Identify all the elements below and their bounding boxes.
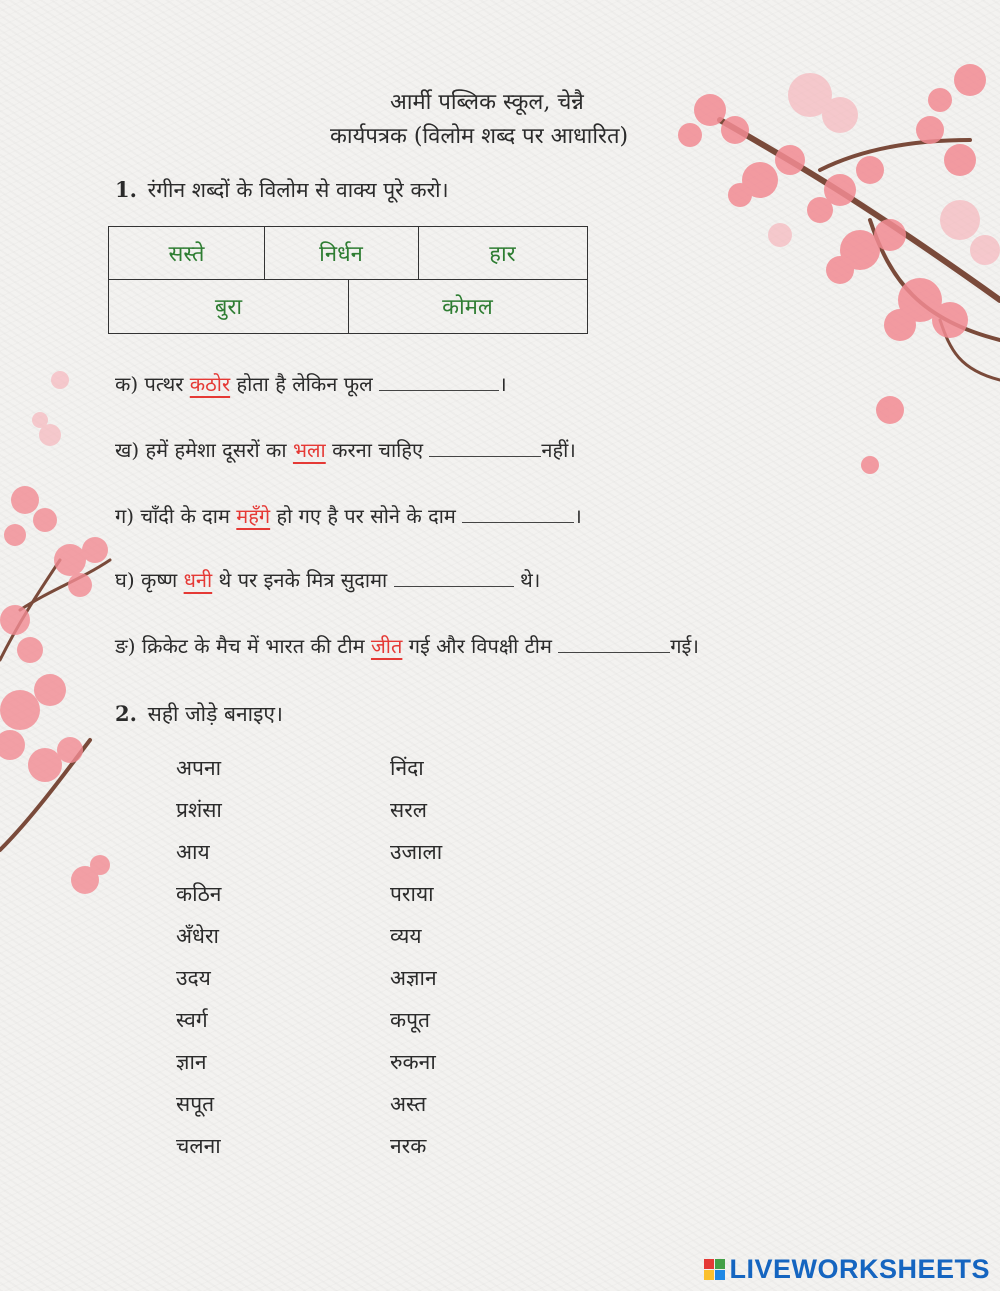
question-2-heading [115, 700, 283, 728]
pair-left-word[interactable]: उदय [176, 966, 211, 990]
sentence-text: क) पत्थर [115, 372, 190, 396]
pair-right-word[interactable]: सरल [390, 798, 428, 822]
pair-left-word[interactable]: चलना [176, 1134, 221, 1158]
sentence-text: । [574, 504, 582, 528]
pair-right-word[interactable]: उजाला [390, 840, 443, 864]
sentence-ka [115, 370, 507, 397]
colored-word: जीत [370, 634, 403, 658]
pair-left-word[interactable]: कठिन [176, 882, 222, 906]
liveworksheets-logo [704, 1254, 990, 1285]
pair-left-word[interactable]: स्वर्ग [176, 1008, 208, 1032]
answer-blank[interactable] [462, 520, 574, 523]
sentence-text: थे पर इनके मित्र सुदामा [212, 568, 394, 592]
pair-left-word[interactable]: अपना [176, 756, 222, 780]
word-cell: हार [489, 242, 516, 267]
sentence-text: थे। [513, 568, 541, 592]
answer-blank[interactable] [379, 388, 499, 391]
sentence-kha [115, 436, 576, 463]
pair-right-word[interactable]: कपूत [390, 1008, 431, 1032]
pair-right-word[interactable]: रुकना [390, 1050, 436, 1074]
liveworksheets-brand-text: LIVEWORKSHEETS [729, 1254, 990, 1284]
colored-word: धनी [183, 568, 213, 592]
answer-blank[interactable] [394, 584, 514, 587]
question-1-heading [115, 176, 449, 204]
sentence-text: होता है लेकिन फूल [230, 372, 380, 396]
sentence-text: गई और विपक्षी टीम [402, 634, 559, 658]
colored-word: भला [292, 438, 326, 462]
sentence-text: । [499, 372, 507, 396]
liveworksheets-logo-icon [704, 1259, 726, 1281]
pair-left-word[interactable]: प्रशंसा [176, 798, 222, 822]
school-name: आर्मी पब्लिक स्कूल, चेन्नै [390, 90, 584, 115]
word-cell: निर्धन [319, 242, 363, 267]
colored-word: महँगे [236, 504, 271, 528]
sentence-nga [115, 632, 699, 659]
sentence-text: नहीं। [541, 438, 576, 462]
sentence-ga [115, 502, 582, 529]
pair-right-word[interactable]: नरक [390, 1134, 427, 1158]
sentence-text: घ) कृष्ण [115, 568, 184, 592]
pair-left-word[interactable]: अँधेरा [176, 924, 219, 948]
sentence-text: हो गए है पर सोने के दाम [270, 504, 463, 528]
sentence-text: ख) हमें हमेशा दूसरों का [115, 438, 293, 462]
colored-word: कठोर [189, 372, 231, 396]
question-2-text: सही जोड़े बनाइए। [147, 702, 283, 726]
pair-right-word[interactable]: निंदा [390, 756, 424, 780]
word-cell: बुरा [214, 295, 243, 320]
word-box-table [108, 226, 588, 334]
answer-blank[interactable] [429, 454, 541, 457]
pair-right-word[interactable]: अज्ञान [390, 966, 437, 990]
sentence-text: ङ) क्रिकेट के मैच में भारत की टीम [115, 634, 371, 658]
question-1-number: 1. [115, 177, 137, 202]
sentence-text: करना चाहिए [325, 438, 430, 462]
pair-right-word[interactable]: अस्त [390, 1092, 427, 1116]
sentence-text: गई। [670, 634, 699, 658]
word-cell: कोमल [442, 295, 493, 320]
pair-right-word[interactable]: व्यय [390, 924, 422, 948]
answer-blank[interactable] [558, 650, 670, 653]
pair-left-word[interactable]: ज्ञान [176, 1050, 207, 1074]
question-2-number: 2. [115, 701, 137, 726]
word-cell: सस्ते [168, 242, 205, 267]
pair-right-word[interactable]: पराया [390, 882, 434, 906]
sentence-text: ग) चाँदी के दाम [115, 504, 237, 528]
pair-left-word[interactable]: सपूत [176, 1092, 215, 1116]
question-1-text: रंगीन शब्दों के विलोम से वाक्य पूरे करो। [147, 178, 449, 202]
cherry-blossom-top-right [640, 20, 1000, 480]
sentence-gha [115, 566, 540, 593]
worksheet-title: कार्यपत्रक (विलोम शब्द पर आधारित) [330, 124, 629, 149]
pair-left-word[interactable]: आय [176, 840, 210, 864]
